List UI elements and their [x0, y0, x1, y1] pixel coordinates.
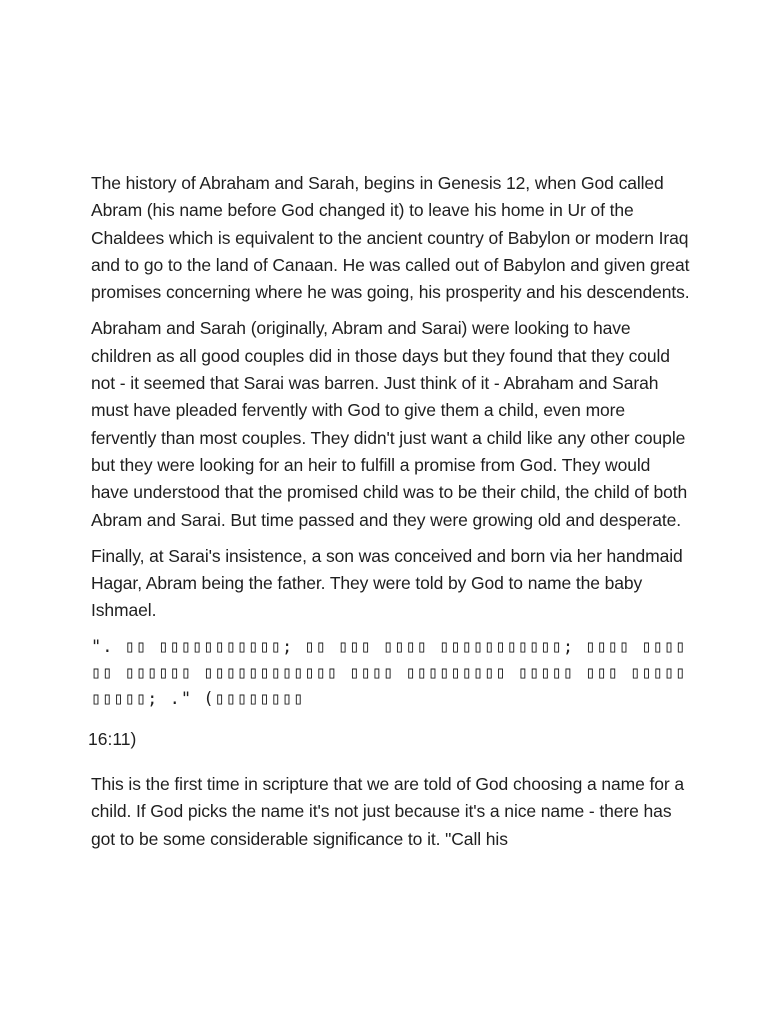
paragraph-history-intro: The history of Abraham and Sarah, begins in Genesis 12, when God called Abram (his name before God changed it) to leave his home in Ur of the Chaldees which is equivalent to the ancient country of Babylon or modern Iraq and to go to the land of Canaan. He was called out of Babylon and given great promises concerning where he was going, his prosperity and his descendents. [91, 173, 690, 303]
paragraph-closing: This is the first time in scripture that we are told of God choosing a name for a child. If God picks the name it's not just because it's a nice name - there has got to be some considerable significance to it. "Call his [91, 774, 685, 849]
quote-missing-glyphs: ". ▯▯ ▯▯▯▯▯▯▯▯▯▯▯; ▯▯ ▯▯▯ ▯▯▯▯ ▯▯▯▯▯▯▯▯▯▯▯; ▯▯▯▯ ▯▯▯▯▯▯ ▯▯▯▯▯▯ ▯▯▯▯▯▯▯▯▯▯▯▯ ▯▯▯▯ ▯▯▯▯▯▯▯▯▯ ▯▯▯▯▯ ▯▯▯ ▯▯▯▯▯▯▯▯▯▯; ." (▯▯▯▯▯▯▯▯ [91, 636, 687, 709]
document-body [88, 170, 691, 862]
paragraph-barren: Abraham and Sarah (originally, Abram and Sarai) were looking to have children as all good couples did in those days but they found that they could not - it seemed that Sarai was barren. Just think of it - Abraham and Sarah must have pleaded fervently with God to give them a child, even more fervently than most couples. They didn't just want a child like any other couple but they were looking for an heir to fulfill a promise from God. They would have understood that the promised child was to be their child, the child of both Abram and Sarai. But time passed and they were growing old and desperate. [91, 318, 688, 530]
paragraph-ishmael: Finally, at Sarai's insistence, a son was conceived and born via her handmaid Hagar, Abram being the father. They were told by God to name the baby Ishmael. [91, 545, 683, 621]
quote-reference: 16:11) [88, 728, 137, 749]
